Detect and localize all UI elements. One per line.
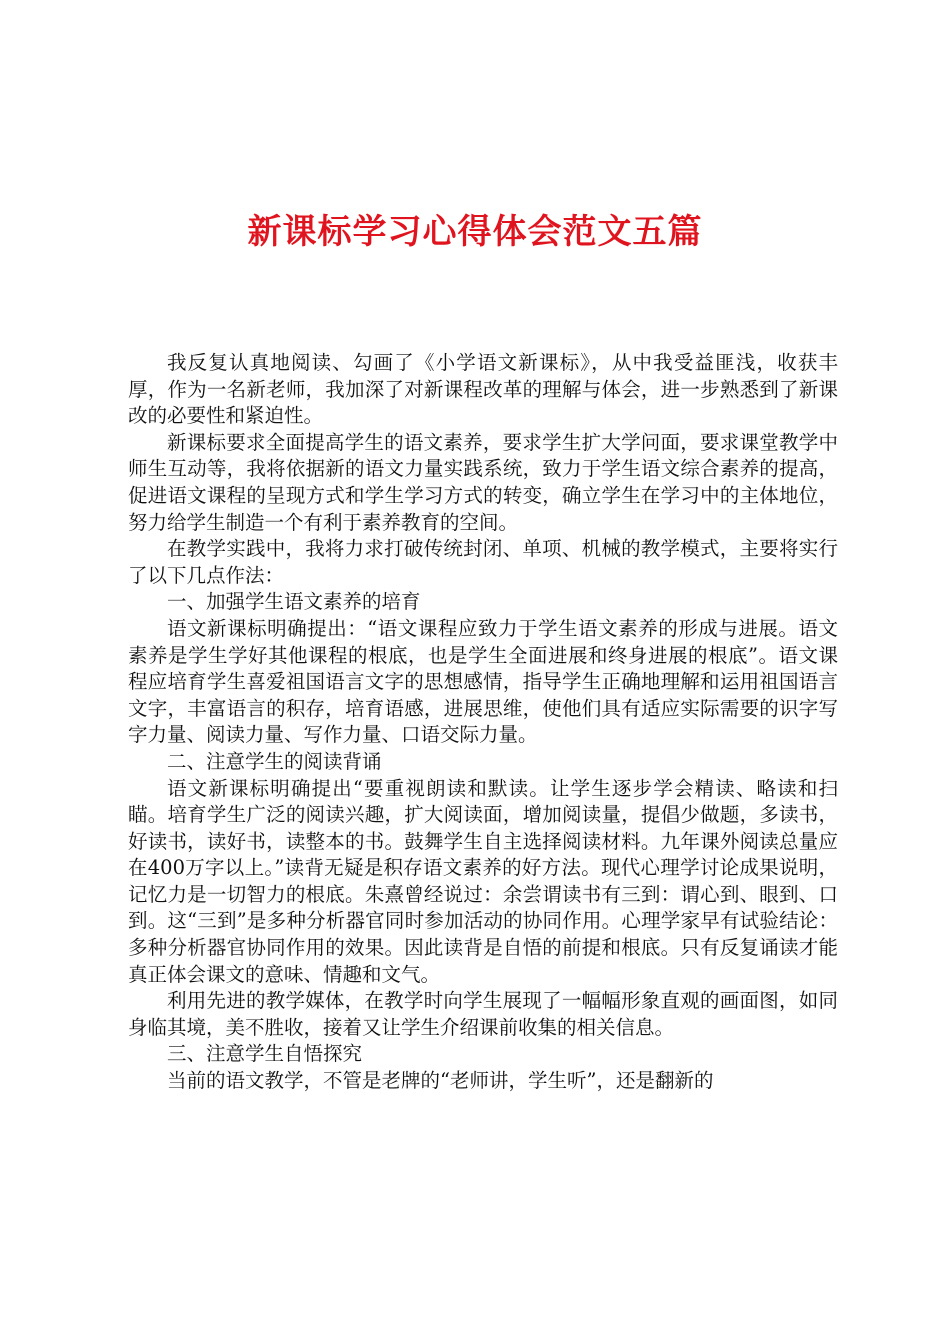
section-heading-2: 二、注意学生的阅读背诵 (167, 749, 382, 773)
section-heading-3: 三、注意学生自悟探究 (167, 1042, 363, 1066)
paragraph-literacy: 语文新课标明确提出：“语文课程应致力于学生语文素养的形成与进展。语文素养是学生学好其他课程的根底，也是学生全面进展和终身进展的根底”。语文课程应培育学生喜爱祖国语言文字的思想感情，指导学生正确地理解和运用祖国语言文字，丰富语言的积存，培育语感，进展思维，使他们具有适应实际需要的识字写字力量、阅读力量、写作力量、口语交际力量。 (128, 616, 838, 747)
section-heading-1: 一、加强学生语文素养的培育 (167, 590, 421, 614)
document-body (128, 350, 838, 1095)
document-title: 新课标学习心得体会范文五篇 (247, 212, 703, 252)
paragraph-requirements: 新课标要求全面提高学生的语文素养，要求学生扩大学问面，要求课堂教学中师生互动等，我将依据新的语文力量实践系统，致力于学生语文综合素养的提高，促进语文课程的呈现方式和学生学习方式的转变，确立学生在学习中的主体地位，努力给学生制造一个有利于素养教育的空间。 (128, 430, 838, 534)
paragraph-reading: 语文新课标明确提出“要重视朗读和默读。让学生逐步学会精读、略读和扫瞄。培育学生广泛的阅读兴趣，扩大阅读面，增加阅读量，提倡少做题，多读书，好读书，读好书，读整本的书。鼓舞学生自主选择阅读材料。九年课外阅读总量应在400万字以上。”读背无疑是积存语文素养的好方法。现代心理学讨论成果说明，记忆力是一切智力的根底。朱熹曾经说过：余尝谓读书有三到：谓心到、眼到、口到。这“三到”是多种分析器官同时参加活动的协同作用。心理学家早有试验结论：多种分析器官协同作用的效果。因此读背是自悟的前提和根底。只有反复诵读才能真正体会课文的意味、情趣和文气。 (128, 776, 838, 986)
paragraph-practice: 在教学实践中，我将力求打破传统封闭、单项、机械的教学模式，主要将实行了以下几点作法： (128, 537, 838, 587)
paragraph-media: 利用先进的教学媒体，在教学时向学生展现了一幅幅形象直观的画面图，如同身临其境，美不胜收，接着又让学生介绍课前收集的相关信息。 (128, 989, 838, 1039)
paragraph-self-study: 当前的语文教学，不管是老牌的“老师讲，学生听”，还是翻新的 (167, 1069, 714, 1093)
paragraph-intro: 我反复认真地阅读、勾画了《小学语文新课标》，从中我受益匪浅，收获丰厚，作为一名新老师，我加深了对新课程改革的理解与体会，进一步熟悉到了新课改的必要性和紧迫性。 (128, 351, 838, 428)
